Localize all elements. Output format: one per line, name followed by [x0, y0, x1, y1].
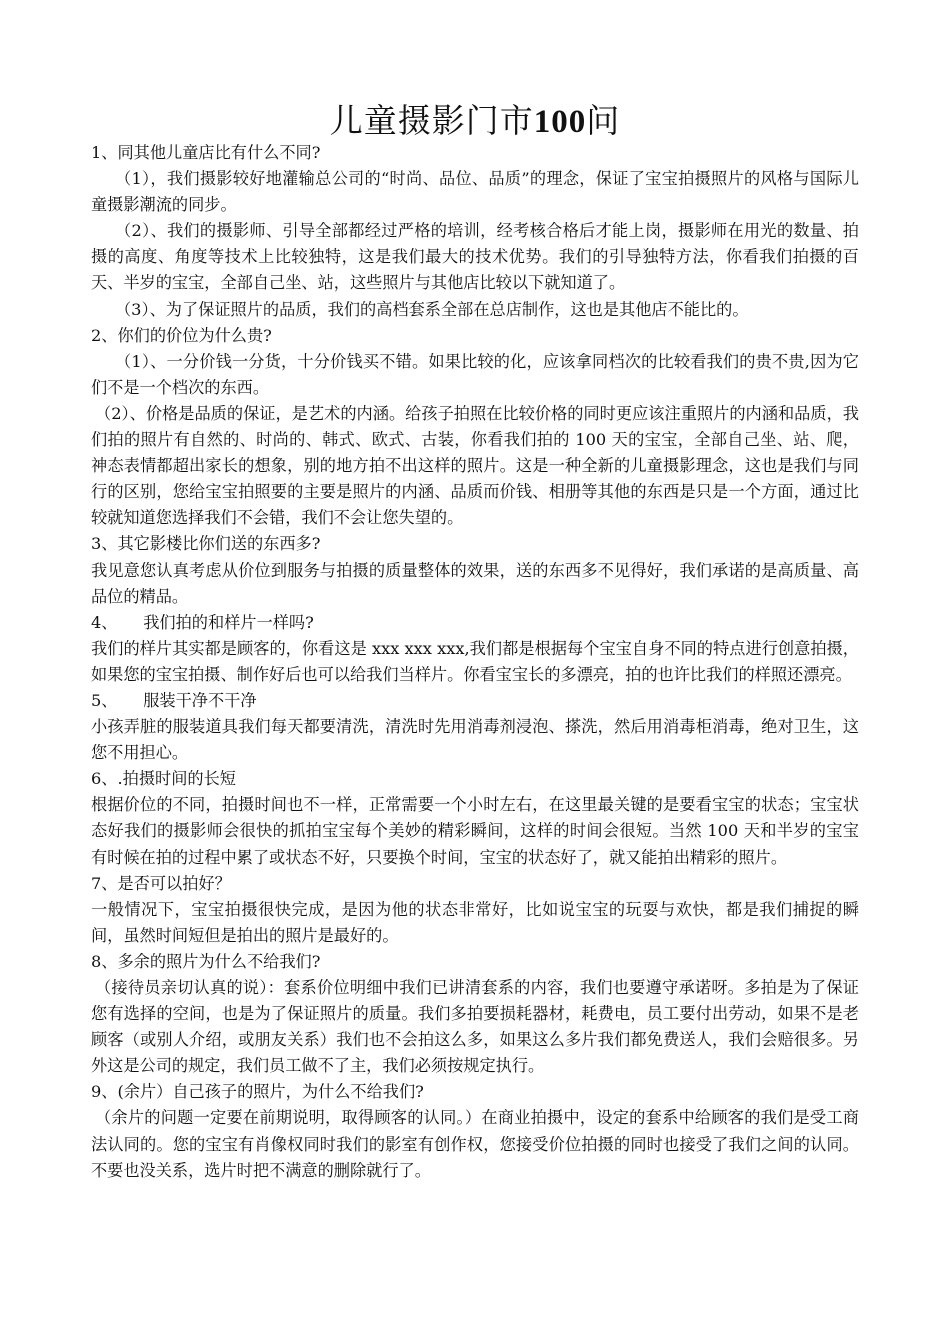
answer-1-2: （2）、我们的摄影师、引导全部都经过严格的培训，经考核合格后才能上岗，摄影师在用光的数量、拍摄的高度、角度等技术上比较独特，这是我们最大的技术优势。我们的引导独特方法，你看我们拍摄的百天、半岁的宝宝，全部自己坐、站，这些照片与其他店比较以下就知道了。 — [91, 221, 859, 293]
title-number: 100 — [533, 104, 587, 141]
title-suffix: 问 — [586, 101, 621, 141]
question-8: 8、多余的照片为什么不给我们? — [91, 951, 321, 971]
answer-1-1: （1），我们摄影较好地灌输总公司的“时尚、品位、品质”的理念，保证了宝宝拍摄照片的风格与国际儿童摄影潮流的同步。 — [91, 169, 859, 215]
answer-4: 我们的样片其实都是顾客的，你看这是 xxx xxx xxx,我们都是根据每个宝宝自身不同的特点进行创意拍摄，如果您的宝宝拍摄、制作好后也可以给我们当样片。你看宝宝长的多漂亮，拍的也许比我们的样照还漂亮。 — [91, 638, 859, 684]
question-1: 1、同其他儿童店比有什么不同? — [91, 143, 321, 162]
question-3: 3、其它影楼比你们送的东西多? — [91, 534, 321, 554]
document-body — [91, 140, 859, 1184]
answer-2-2: （2）、价格是品质的保证，是艺术的内涵。给孩子拍照在比较价格的同时更应该注重照片的内涵和品质，我们拍的照片有自然的、时尚的、韩式、欧式、古装，你看我们拍的 100 天的宝宝，全部自己坐、站、爬，神态表情都超出家长的想象，别的地方拍不出这样的照片。这是一种全新的儿童摄影理念，这也是我们与同行的区别，您给宝宝拍照要的主要是照片的内涵、品质而价钱、相册等其他的东西是只是一个方面，通过比较就知道您选择我们不会错，我们不会让您失望的。 — [91, 403, 859, 528]
question-4: 4、 我们拍的和样片一样吗? — [91, 612, 314, 632]
answer-1-3: （3）、为了保证照片的品质，我们的高档套系全部在总店制作，这也是其他店不能比的。 — [115, 299, 749, 319]
answer-8: （接待员亲切认真的说）：套系价位明细中我们已讲清套系的内容，我们也要遵守承诺呀。多拍是为了保证您有选择的空间，也是为了保证照片的质量。我们多拍要损耗器材，耗费电，员工要付出劳动，如果不是老顾客（或别人介绍，或朋友关系）我们也不会拍这么多，如果这么多片我们都免费送人，我们会赔很多。另外这是公司的规定，我们员工做不了主，我们必须按规定执行。 — [91, 978, 859, 1076]
title-prefix: 儿童摄影门市 — [329, 101, 534, 141]
answer-5: 小孩弄脏的服装道具我们每天都要清洗，清洗时先用消毒剂浸泡、搽洗，然后用消毒柜消毒，绝对卫生，这您不用担心。 — [91, 717, 859, 763]
answer-7: 一般情况下，宝宝拍摄很快完成，是因为他的状态非常好，比如说宝宝的玩耍与欢快，都是我们捕捉的瞬间，虽然时间短但是拍出的照片是最好的。 — [91, 899, 859, 945]
answer-3: 我见意您认真考虑从价位到服务与拍摄的质量整体的效果，送的东西多不见得好，我们承诺的是高质量、高品位的精品。 — [91, 560, 859, 606]
question-2: 2、你们的价位为什么贵? — [91, 325, 272, 345]
answer-6: 根据价位的不同，拍摄时间也不一样，正常需要一个小时左右，在这里最关键的是要看宝宝的状态；宝宝状态好我们的摄影师会很快的抓拍宝宝每个美妙的精彩瞬间，这样的时间会很短。当然 100 天和半岁的宝宝有时候在拍的过程中累了或状态不好，只要换个时间，宝宝的状态好了，就又能拍出精彩的照片。 — [91, 795, 859, 867]
question-7: 7、是否可以拍好？ — [91, 873, 231, 893]
question-6: 6、.拍摄时间的长短 — [91, 769, 236, 789]
answer-2-1: （1）、一分价钱一分货，十分价钱买不错。如果比较的化，应该拿同档次的比较看我们的贵不贵,因为它们不是一个档次的东西。 — [91, 351, 859, 397]
question-9: 9、(余片）自己孩子的照片，为什么不给我们? — [91, 1082, 424, 1102]
question-5: 5、 服装干净不干净 — [91, 690, 257, 710]
answer-9: （余片的问题一定要在前期说明，取得顾客的认同。）在商业拍摄中，设定的套系中给顾客的我们是受工商法认同的。您的宝宝有肖像权同时我们的影室有创作权，您接受价位拍摄的同时也接受了我们之间的认同。不要也没关系，选片时把不满意的删除就行了。 — [91, 1108, 859, 1180]
